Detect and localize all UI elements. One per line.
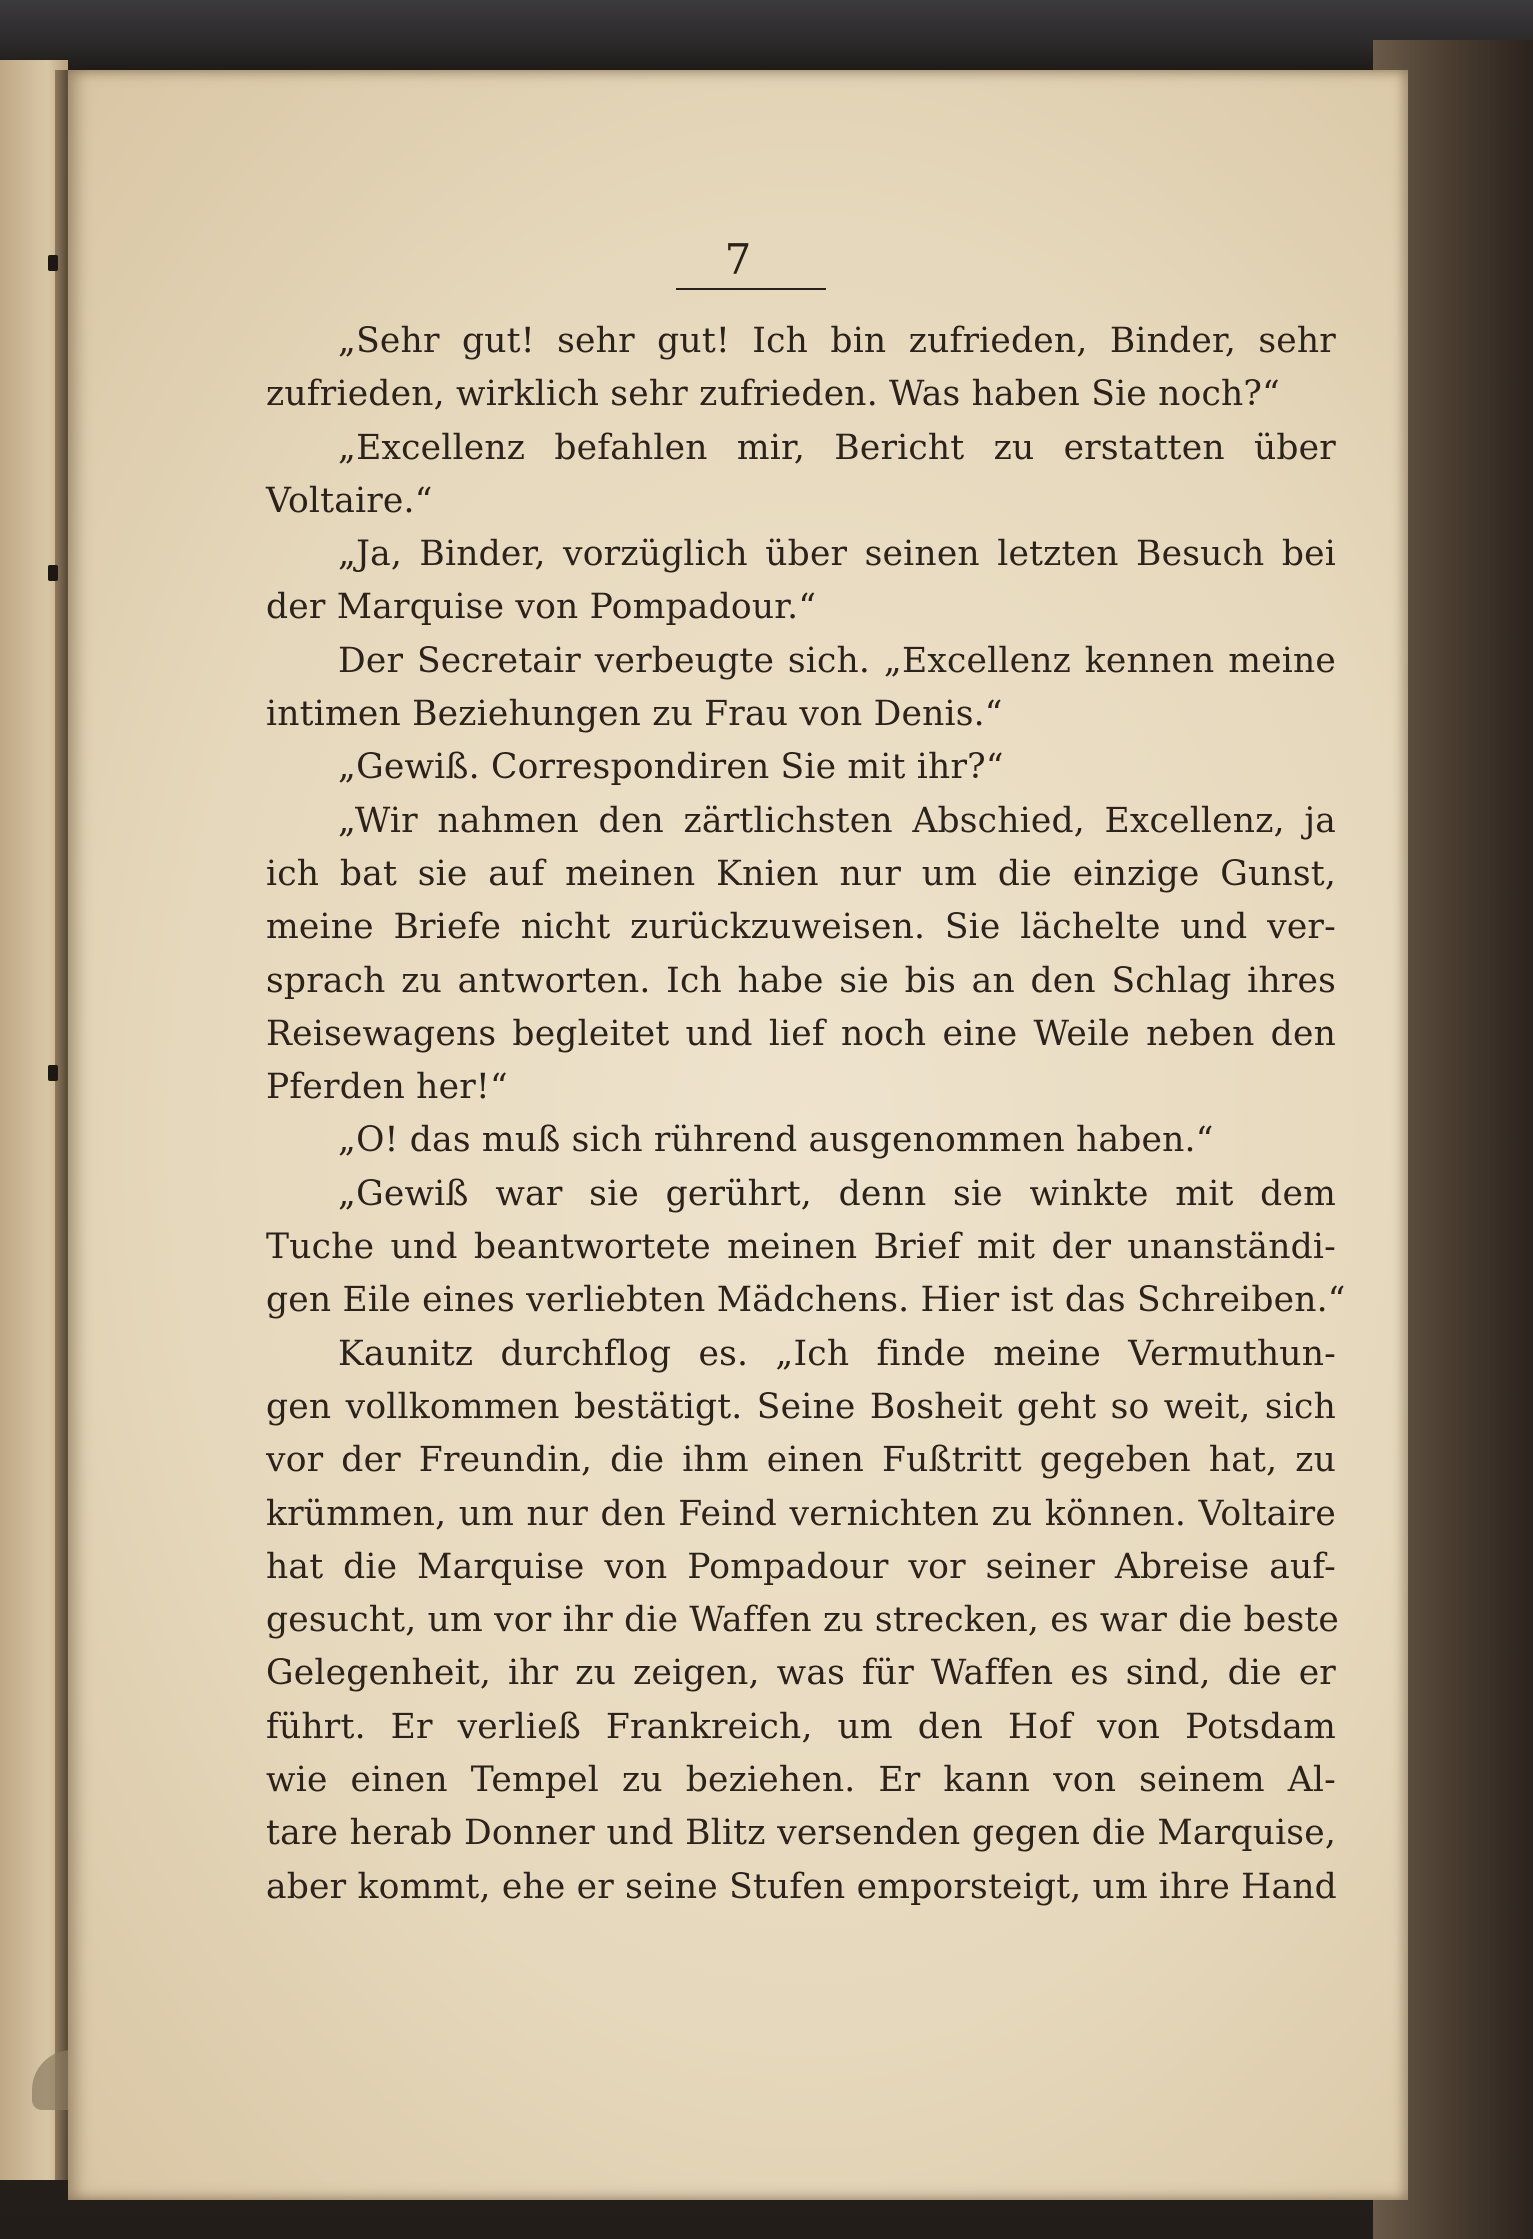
text-line: Kaunitz durchflog es. „Ich finde meine Vermuthun-	[338, 1333, 1336, 1374]
text-line: „Excellenz befahlen mir, Bericht zu erstatten über	[338, 427, 1336, 468]
page-number-rule	[676, 288, 826, 290]
text-line: aber kommt, ehe er seine Stufen emporsteigt, um ihre Hand	[266, 1866, 1337, 1907]
binding-tack-icon	[48, 565, 58, 581]
text-line: zufrieden, wirklich sehr zufrieden. Was haben Sie noch?“	[266, 374, 1280, 415]
text-line: wie einen Tempel zu beziehen. Er kann von seinem Al-	[266, 1760, 1336, 1801]
text-line: gesucht, um vor ihr die Waffen zu strecken, es war die beste	[266, 1600, 1340, 1641]
text-line: tare herab Donner und Blitz versenden gegen die Marquise,	[266, 1813, 1336, 1854]
text-line: „Wir nahmen den zärtlichsten Abschied, Excellenz, ja	[338, 800, 1336, 841]
text-line: krümmen, um nur den Feind vernichten zu können. Voltaire	[266, 1493, 1336, 1534]
text-line: sprach zu antworten. Ich habe sie bis an den Schlag ihres	[266, 960, 1336, 1001]
text-line: gen Eile eines verliebten Mädchens. Hier ist das Schreiben.“	[266, 1280, 1346, 1321]
book-binding-top	[0, 0, 1533, 70]
text-line: Der Secretair verbeugte sich. „Excellenz kennen meine	[338, 640, 1336, 681]
text-line: Voltaire.“	[266, 480, 433, 521]
text-line: hat die Marquise von Pompadour vor seiner Abreise auf-	[266, 1546, 1336, 1587]
text-line: der Marquise von Pompadour.“	[266, 587, 817, 628]
text-line: „O! das muß sich rührend ausgenommen haben.“	[338, 1120, 1214, 1161]
text-line: gen vollkommen bestätigt. Seine Bosheit geht so weit, sich	[266, 1386, 1336, 1427]
text-line: „Ja, Binder, vorzüglich über seinen letzten Besuch bei	[338, 534, 1336, 575]
text-line: „Gewiß war sie gerührt, denn sie winkte mit dem	[338, 1173, 1336, 1214]
text-line: Gelegenheit, ihr zu zeigen, was für Waffen es sind, die er	[266, 1653, 1336, 1694]
text-line: vor der Freundin, die ihm einen Fußtritt gegeben hat, zu	[266, 1440, 1336, 1481]
text-line: Tuche und beantwortete meinen Brief mit der unanständi-	[266, 1227, 1336, 1268]
text-line: Reisewagens begleitet und lief noch eine Weile neben den	[266, 1013, 1336, 1054]
text-line: „Gewiß. Correspondiren Sie mit ihr?“	[338, 747, 1004, 788]
text-line: ich bat sie auf meinen Knien nur um die einzige Gunst,	[266, 853, 1336, 894]
book-page	[68, 70, 1408, 2200]
page-number: 7	[724, 235, 752, 284]
text-line: „Sehr gut! sehr gut! Ich bin zufrieden, Binder, sehr	[338, 321, 1336, 361]
text-line: Pferden her!“	[266, 1067, 508, 1108]
page-text-block	[266, 315, 1346, 1914]
text-line: führt. Er verließ Frankreich, um den Hof von Potsdam	[266, 1706, 1336, 1747]
text-line: meine Briefe nicht zurückzuweisen. Sie lächelte und ver-	[266, 907, 1336, 948]
binding-tack-icon	[48, 255, 58, 271]
text-line: intimen Beziehungen zu Frau von Denis.“	[266, 694, 1003, 735]
binding-tack-icon	[48, 1065, 58, 1081]
